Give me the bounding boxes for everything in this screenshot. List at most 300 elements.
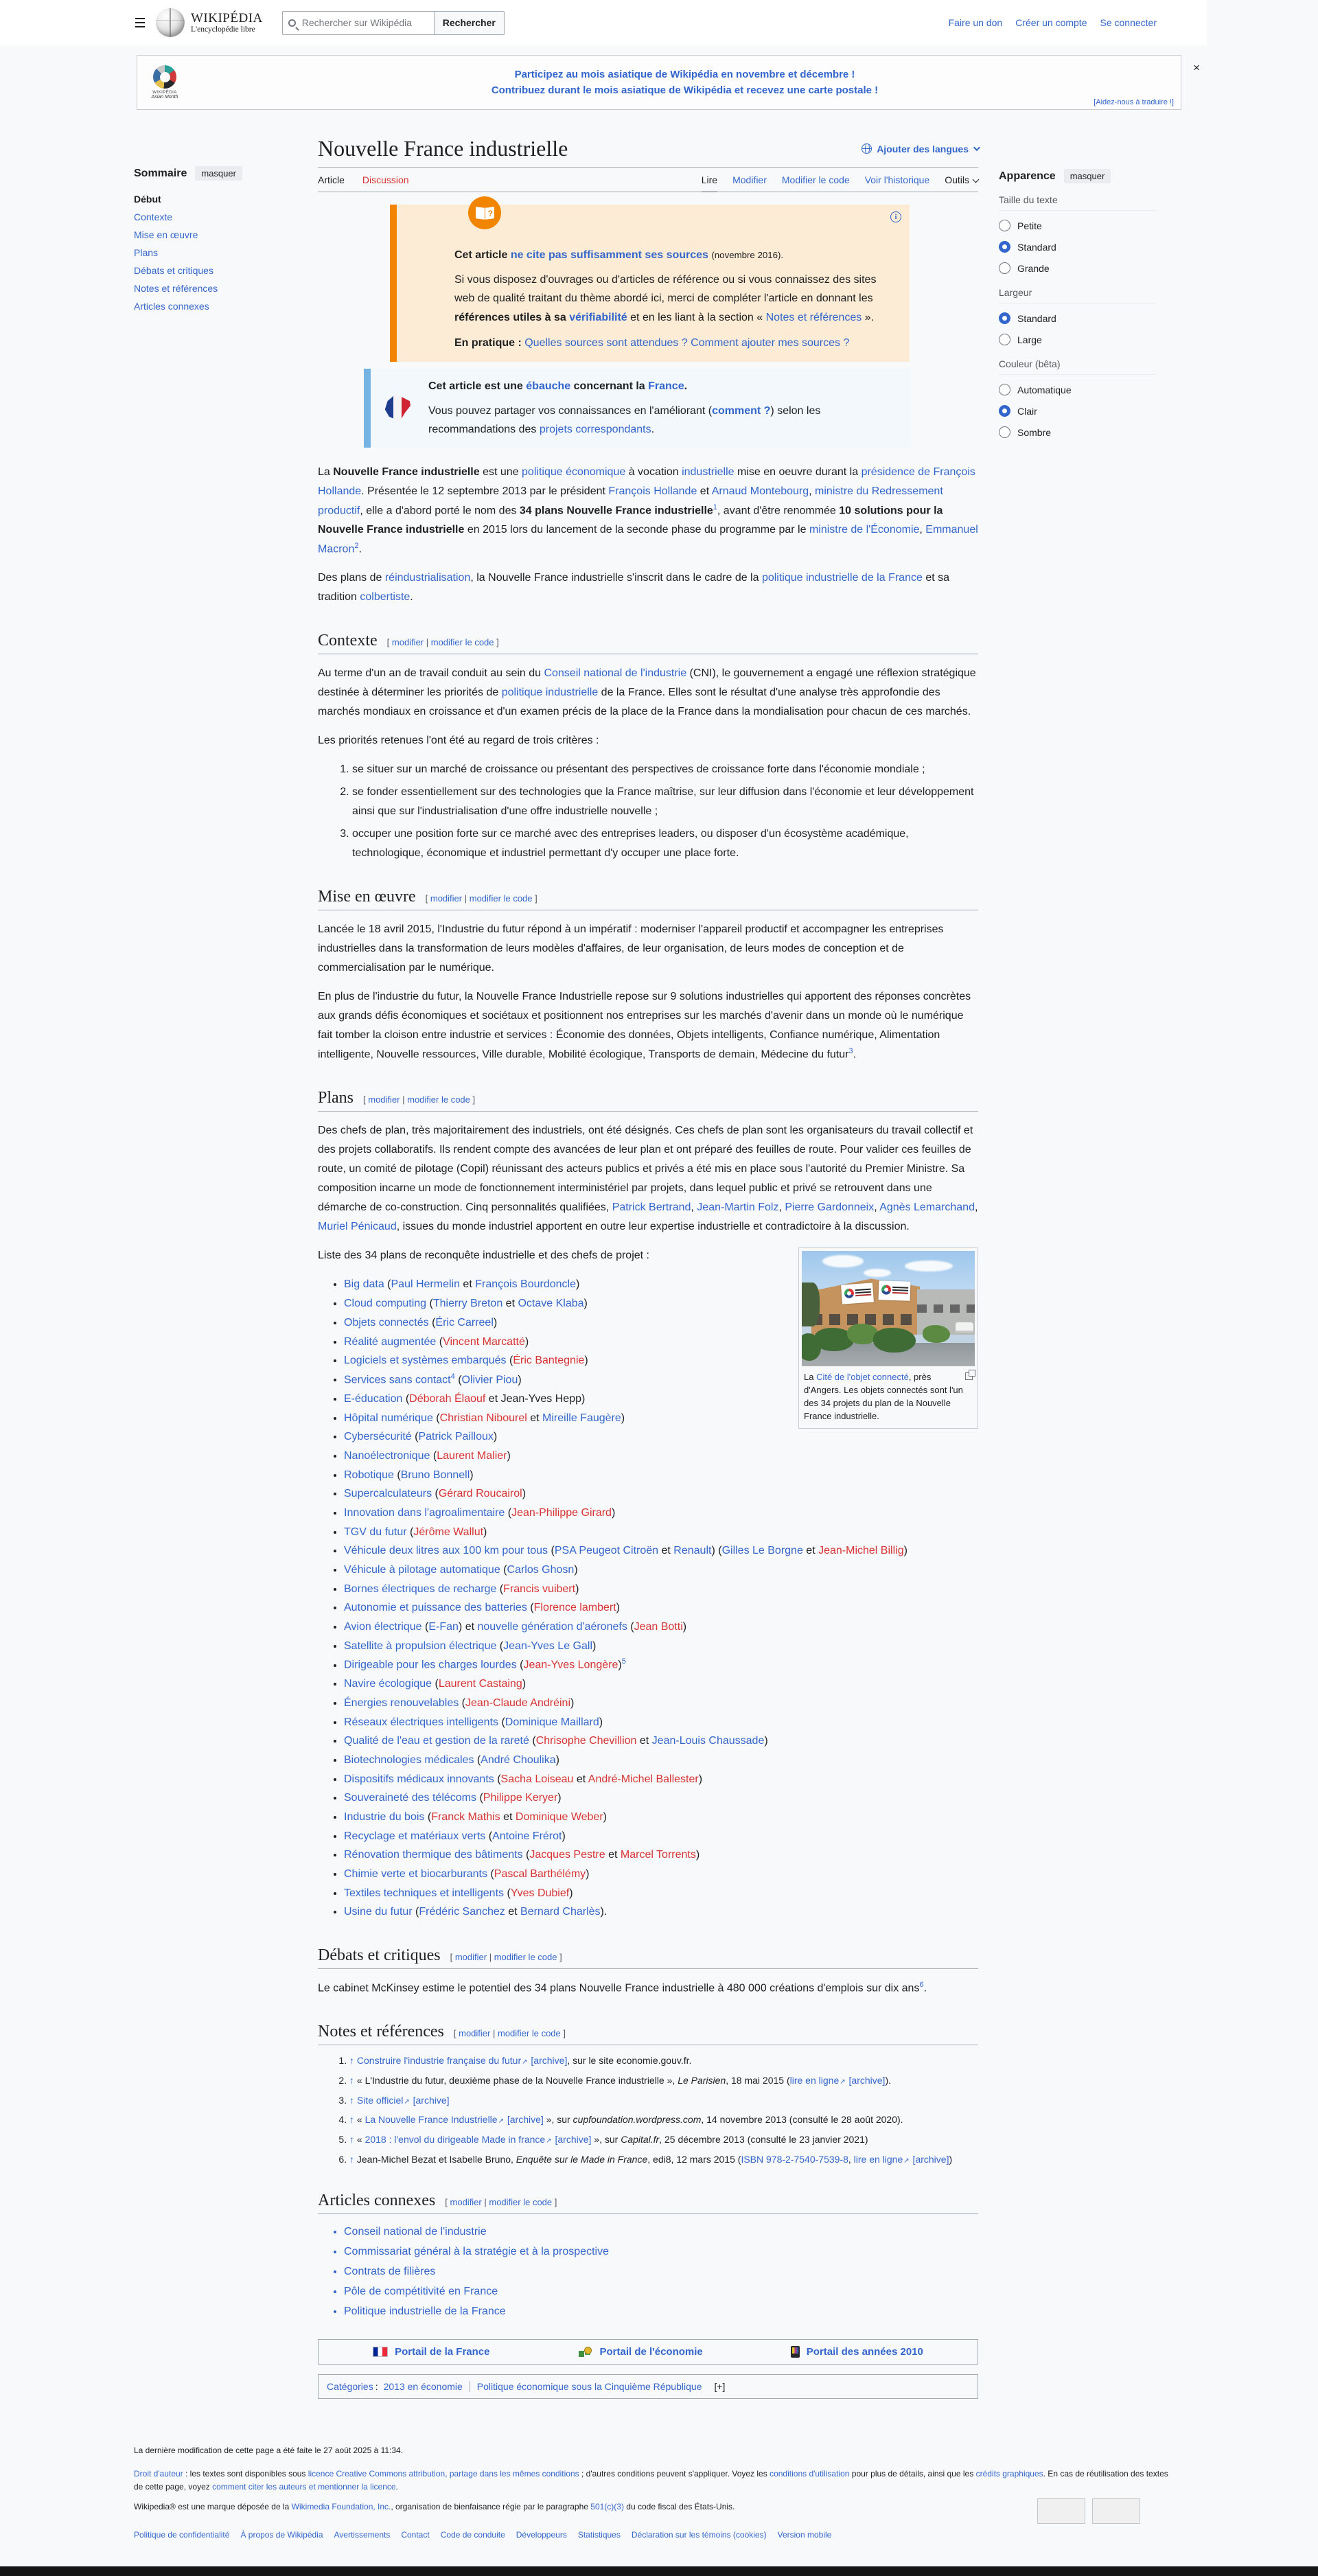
link[interactable]: E-Fan: [428, 1620, 459, 1633]
link[interactable]: lire en ligne: [853, 2153, 903, 2165]
external-link-icon: ↗: [404, 2097, 410, 2106]
text: ) (: [711, 1545, 722, 1557]
edit-section-links[interactable]: [387, 637, 499, 647]
text: », sur: [543, 2114, 573, 2126]
tab[interactable]: Voir l'historique: [864, 174, 930, 185]
related-article-link[interactable]: • Politique industrielle de la France: [344, 2302, 978, 2322]
link[interactable]: politique économique: [522, 465, 626, 478]
economy-icon: [578, 2347, 593, 2357]
plan-item: [344, 1523, 978, 1542]
tab[interactable]: Discussion: [362, 174, 409, 185]
link[interactable]: nouvelle génération d'aéronefs: [477, 1620, 627, 1633]
link[interactable]: ministre du Redressement productif: [318, 485, 943, 516]
link[interactable]: archive: [509, 2114, 541, 2126]
site-header: [0, 0, 1318, 45]
link[interactable]: archive: [915, 2153, 947, 2165]
link[interactable]: réindustrialisation: [384, 572, 471, 584]
link[interactable]: Satellite à propulsion électrique: [344, 1640, 497, 1652]
references-list: [318, 2054, 978, 2167]
radio-button[interactable]: [999, 384, 1010, 395]
toc-item[interactable]: Débats et critiques: [134, 265, 213, 276]
expand-icon[interactable]: [965, 1372, 973, 1380]
portal-link[interactable]: [578, 2346, 703, 2358]
link[interactable]: colbertiste: [360, 591, 411, 603]
link[interactable]: Jean Botti: [634, 1620, 683, 1633]
appearance-option[interactable]: [999, 379, 1157, 400]
text: (: [498, 1716, 505, 1728]
cite-objet-connecte-photo[interactable]: [802, 1251, 975, 1366]
wordmark-subtitle: L'encyclopédie libre: [191, 25, 255, 34]
radio-button[interactable]: [999, 241, 1010, 253]
link[interactable]: Bruno Bonnell: [400, 1469, 470, 1481]
link[interactable]: Logiciels et systèmes embarqués: [344, 1355, 507, 1367]
radio-button[interactable]: [999, 312, 1010, 324]
link[interactable]: Renault: [673, 1545, 712, 1557]
link[interactable]: Sacha Loiseau: [500, 1773, 574, 1785]
link[interactable]: modifier le code: [430, 637, 494, 648]
link[interactable]: archive: [533, 2055, 565, 2067]
link[interactable]: modifier le code: [469, 893, 533, 904]
text: .: [358, 543, 362, 555]
link[interactable]: ]: [946, 2153, 949, 2165]
link[interactable]: Gérard Roucairol: [438, 1488, 522, 1500]
link[interactable]: Yves Dubief: [510, 1887, 570, 1899]
radio-button[interactable]: [999, 426, 1010, 438]
edit-section-links[interactable]: [454, 2028, 566, 2038]
link[interactable]: présidence de François Hollande: [318, 465, 975, 497]
link[interactable]: projets correspondants: [539, 424, 651, 436]
text: (: [627, 1620, 634, 1633]
link[interactable]: Énergies renouvelables: [344, 1697, 459, 1709]
link[interactable]: modifier: [368, 1094, 400, 1105]
link[interactable]: Navire écologique: [344, 1678, 432, 1690]
portal-link[interactable]: [373, 2346, 489, 2358]
link[interactable]: Objets connectés: [344, 1316, 429, 1329]
appearance-option[interactable]: [999, 400, 1157, 422]
link[interactable]: licence Creative Commons attribution, partage dans les mêmes conditions: [308, 2468, 579, 2479]
footer-link[interactable]: Politique de confidentialité: [134, 2530, 230, 2540]
text: .: [853, 1048, 857, 1061]
appearance-option[interactable]: [999, 215, 1157, 236]
link[interactable]: Dominique Weber: [515, 1810, 603, 1823]
link[interactable]: ↑: [349, 2153, 357, 2165]
appearance-option[interactable]: [999, 257, 1157, 279]
link[interactable]: Éric Bantegnie: [513, 1355, 585, 1367]
section-heading-contexte: Contexte [ modifier | modifier le code ]: [318, 632, 978, 654]
banner-translate-link[interactable]: [Aidez-nous à traduire !]: [1094, 98, 1174, 106]
link[interactable]: Olivier Piou: [461, 1374, 518, 1386]
footer-link[interactable]: Code de conduite: [440, 2530, 505, 2540]
text: Si vous disposez d'ouvrages ou d'articles de référence ou si vous connaissez des sites web de qualité traitant du thème abordé ici, merci de compléter l'article en donnant les: [454, 274, 877, 305]
link[interactable]: André-Michel Ballester: [588, 1773, 699, 1785]
text: ): [483, 1526, 487, 1538]
link[interactable]: Éric Carreel: [435, 1316, 494, 1329]
link[interactable]: ne cite pas suffisamment ses sources: [510, 249, 708, 261]
add-languages-button[interactable]: Ajouter des langues: [862, 143, 978, 154]
link[interactable]: France: [648, 380, 684, 392]
link[interactable]: Jacques Pestre: [529, 1849, 605, 1861]
link[interactable]: Patrick Bertrand: [612, 1201, 691, 1214]
wikipedia-wordmark[interactable]: [191, 12, 263, 34]
link[interactable]: TGV du futur: [344, 1526, 407, 1538]
text: ,: [691, 1201, 697, 1214]
link[interactable]: ]: [446, 2094, 450, 2106]
info-icon[interactable]: i: [890, 211, 901, 222]
link[interactable]: Agnès Lemarchand: [879, 1201, 975, 1214]
search-box[interactable]: [282, 11, 435, 35]
link[interactable]: Conseil national de l'industrie: [544, 667, 687, 680]
link[interactable]: 501(c)(3): [590, 2501, 624, 2511]
link[interactable]: archive: [557, 2134, 589, 2146]
link[interactable]: Droit d'auteur: [134, 2468, 183, 2479]
plan-item: [344, 1845, 978, 1865]
related-article-link[interactable]: • Pôle de compétitivité en France: [344, 2282, 978, 2302]
link[interactable]: Jean-Claude Andréini: [465, 1697, 570, 1709]
text: Capital.fr: [621, 2134, 660, 2146]
categories-label[interactable]: Catégories: [327, 2381, 373, 2393]
link[interactable]: Réseaux électriques intelligents: [344, 1716, 499, 1728]
link[interactable]: ]: [564, 2055, 568, 2067]
link[interactable]: ↑: [349, 2055, 357, 2067]
text: ): [518, 1374, 522, 1386]
link[interactable]: Souveraineté des télécoms: [344, 1792, 476, 1804]
appearance-option[interactable]: [999, 422, 1157, 443]
edit-section-links[interactable]: [363, 1094, 475, 1105]
link[interactable]: modifier: [391, 637, 424, 648]
text: ): [557, 1792, 562, 1804]
link[interactable]: Christian Nibourel: [439, 1412, 527, 1424]
plan-item: [344, 1675, 978, 1694]
link[interactable]: modifier le code: [407, 1094, 470, 1105]
link[interactable]: [: [846, 2075, 852, 2086]
link[interactable]: Hôpital numérique: [344, 1412, 433, 1424]
link[interactable]: Services sans contact: [344, 1374, 451, 1386]
link[interactable]: Francis vuibert: [503, 1583, 576, 1595]
link[interactable]: Cité de l'objet connecté: [816, 1372, 909, 1383]
link[interactable]: Franck Mathis: [431, 1810, 500, 1823]
link[interactable]: [: [504, 2114, 510, 2126]
link[interactable]: Supercalculateurs: [344, 1488, 432, 1500]
decade-icon: [791, 2346, 800, 2358]
text: Au terme d'un an de travail conduit au sein du: [318, 667, 544, 680]
link[interactable]: Jean-Philippe Girard: [511, 1506, 612, 1519]
portal-label: Portail des années 2010: [806, 2346, 923, 2358]
tab[interactable]: Article: [318, 174, 345, 185]
search-input[interactable]: [301, 16, 428, 29]
text: (: [496, 1640, 504, 1652]
toc-item[interactable]: Début: [134, 194, 161, 205]
text: ,: [919, 523, 926, 536]
link[interactable]: Big data: [344, 1278, 384, 1291]
category-link[interactable]: 2013 en économie: [383, 2381, 463, 2393]
link[interactable]: Quelles sources sont attendues ?: [524, 336, 688, 349]
toc-item[interactable]: Articles connexes: [134, 301, 209, 312]
link[interactable]: archive: [415, 2094, 447, 2106]
link[interactable]: Vincent Marcatté: [443, 1335, 525, 1348]
link[interactable]: 2: [354, 541, 359, 550]
link[interactable]: [: [528, 2055, 534, 2067]
link[interactable]: Autonomie et puissance des batteries: [344, 1602, 527, 1614]
france-flag-icon: [373, 2347, 388, 2357]
link[interactable]: François Hollande: [608, 485, 697, 497]
link[interactable]: Réalité augmentée: [344, 1335, 437, 1348]
link[interactable]: Dirigeable pour les charges lourdes: [344, 1659, 517, 1671]
link[interactable]: [: [910, 2153, 916, 2165]
link[interactable]: La Nouvelle France Industrielle: [365, 2114, 498, 2126]
link[interactable]: politique industrielle de la France: [761, 572, 923, 584]
footer-link[interactable]: Avertissements: [334, 2530, 391, 2540]
link[interactable]: Wikimedia Foundation, Inc.: [291, 2501, 391, 2511]
text: , edi8, 12 mars 2015 (: [647, 2153, 741, 2165]
radio-button[interactable]: [999, 220, 1010, 231]
link[interactable]: Site officiel: [356, 2094, 404, 2106]
link[interactable]: E-éducation: [344, 1392, 403, 1405]
appearance-hide-button[interactable]: masquer: [1064, 169, 1111, 183]
link[interactable]: Industrie du bois: [344, 1810, 425, 1823]
text: ).: [600, 1906, 608, 1918]
banner-line-1[interactable]: Participez au mois asiatique de Wikipédia en novembre et décembre !: [514, 68, 855, 80]
text: et: [573, 1773, 588, 1785]
link[interactable]: Bornes électriques de recharge: [344, 1583, 497, 1595]
wikipedia-logo-icon[interactable]: [156, 8, 185, 37]
asian-month-logo-icon: [148, 65, 182, 100]
link[interactable]: modifier: [450, 2197, 482, 2208]
link[interactable]: Frédéric Sanchez: [419, 1906, 505, 1918]
search-bar: [282, 11, 505, 35]
portal-link[interactable]: [791, 2346, 923, 2358]
hamburger-menu-icon[interactable]: [134, 15, 146, 30]
link[interactable]: Jean-Louis Chaussade: [651, 1735, 765, 1747]
toc-hide-button[interactable]: masquer: [195, 166, 242, 181]
plan-item: [344, 1484, 978, 1504]
link[interactable]: Patrick Pailloux: [418, 1431, 494, 1443]
footer-link[interactable]: Développeurs: [516, 2530, 567, 2540]
link[interactable]: ISBN 978-2-7540-7539-8: [741, 2153, 848, 2165]
plan-item: [344, 1466, 978, 1485]
link[interactable]: ↑: [349, 2094, 357, 2106]
link[interactable]: PSA Peugeot Citroën: [554, 1545, 659, 1557]
footer-link[interactable]: À propos de Wikipédia: [240, 2530, 323, 2540]
toc-title: Sommaire: [134, 167, 187, 179]
tab[interactable]: Modifier le code: [781, 174, 850, 185]
edit-section-links[interactable]: [445, 2197, 557, 2207]
text: ): [616, 1602, 620, 1614]
link[interactable]: Recyclage et matériaux verts: [344, 1830, 486, 1842]
edit-section-links[interactable]: [426, 893, 537, 904]
related-article-link[interactable]: • Conseil national de l'industrie: [344, 2222, 978, 2242]
text: », sur: [591, 2134, 621, 2146]
link[interactable]: Pierre Gardonneix: [785, 1201, 875, 1214]
header-link[interactable]: Se connecter: [1100, 17, 1157, 28]
link[interactable]: Octave Klaba: [518, 1298, 584, 1310]
related-article-link[interactable]: • Commissariat général à la stratégie et à la prospective: [344, 2242, 978, 2262]
appearance-option[interactable]: [999, 308, 1157, 329]
link[interactable]: industrielle: [682, 465, 735, 478]
text: . Présentée le 12 septembre 2013 par le président: [361, 485, 609, 497]
appearance-option[interactable]: [999, 236, 1157, 257]
link[interactable]: Qualité de l'eau et gestion de la rareté: [344, 1735, 529, 1747]
footer-link[interactable]: Déclaration sur les témoins (cookies): [631, 2530, 767, 2540]
link[interactable]: comment ?: [712, 405, 771, 417]
link[interactable]: 4: [450, 1372, 455, 1381]
link[interactable]: ]: [588, 2134, 592, 2146]
link[interactable]: Carlos Ghosn: [507, 1563, 575, 1576]
text: , 25 décembre 2013 (consulté le 23 janvier 2021): [659, 2134, 868, 2146]
text: 10 solutions pour la Nouvelle France industrielle: [318, 504, 943, 536]
link[interactable]: ministre de l'Économie: [809, 523, 920, 536]
close-icon[interactable]: ×: [1193, 61, 1200, 74]
search-button[interactable]: Rechercher: [434, 11, 505, 35]
link[interactable]: Paul Hermelin: [391, 1278, 460, 1291]
footer-link[interactable]: Statistiques: [577, 2530, 621, 2540]
link[interactable]: Robotique: [344, 1469, 394, 1481]
text: ): [698, 1773, 703, 1785]
toc-item[interactable]: Plans: [134, 247, 159, 258]
wikimedia-foundation-badge[interactable]: [1037, 2498, 1085, 2524]
link[interactable]: Pascal Barthélémy: [494, 1867, 586, 1880]
link[interactable]: modifier: [430, 893, 463, 904]
tab[interactable]: Modifier: [732, 174, 767, 185]
link[interactable]: ]: [540, 2114, 544, 2126]
link[interactable]: Mireille Faugère: [542, 1412, 621, 1424]
link[interactable]: modifier le code: [497, 2028, 561, 2039]
link[interactable]: Construire l'industrie française du futur: [356, 2055, 522, 2067]
link[interactable]: conditions d'utilisation: [770, 2468, 850, 2479]
link[interactable]: ébauche: [526, 380, 571, 392]
contexte-paragraph-2: [318, 731, 978, 750]
criteria-item: 2. se fonder essentiellement sur des technologies que la France maîtrise, sur leur diffusion dans l'économie et leur développement ainsi que sur l'industrialisation d'une offre industrielle nouvelle ;: [352, 783, 978, 821]
link[interactable]: Nanoélectronique: [344, 1449, 430, 1462]
link[interactable]: ↑: [349, 2134, 357, 2146]
link[interactable]: Thierry Breton: [432, 1298, 503, 1310]
banner-line-2[interactable]: Contribuez durant le mois asiatique de Wikipédia et recevez une carte postale !: [491, 84, 879, 96]
external-link-icon: ↗: [840, 2078, 846, 2086]
link[interactable]: Comment ajouter mes sources ?: [691, 336, 850, 349]
link[interactable]: Chrisophe Chevillion: [535, 1735, 637, 1747]
link[interactable]: Dispositifs médicaux innovants: [344, 1773, 494, 1785]
mediawiki-badge[interactable]: [1092, 2498, 1140, 2524]
plan-item: [344, 1732, 978, 1751]
category-link[interactable]: Politique économique sous la Cinquième République: [470, 2381, 709, 2392]
radio-button[interactable]: [999, 405, 1010, 417]
link[interactable]: André Choulika: [481, 1753, 556, 1766]
header-link[interactable]: Faire un don: [948, 17, 1003, 28]
link[interactable]: Laurent Castaing: [438, 1678, 522, 1690]
link[interactable]: 1: [713, 503, 717, 511]
link[interactable]: Philippe Keryer: [483, 1792, 558, 1804]
text: «: [356, 2114, 365, 2126]
text: (: [428, 1316, 436, 1329]
link[interactable]: Muriel Pénicaud: [318, 1221, 397, 1233]
link[interactable]: 3: [848, 1047, 853, 1056]
link[interactable]: ↑: [349, 2075, 357, 2086]
link[interactable]: Emmanuel Macron: [318, 523, 978, 555]
link[interactable]: lire en ligne: [789, 2075, 840, 2086]
link[interactable]: Florence lambert: [533, 1602, 616, 1614]
link[interactable]: Laurent Malier: [437, 1449, 507, 1462]
toc-item[interactable]: Mise en œuvre: [134, 229, 198, 240]
link[interactable]: Jean-Yves Longère: [523, 1659, 618, 1671]
external-link-icon: ↗: [522, 2058, 528, 2067]
link[interactable]: 2018 : l'envol du dirigeable Made in france: [365, 2134, 546, 2146]
related-article-link[interactable]: • Contrats de filières: [344, 2262, 978, 2282]
link[interactable]: Véhicule à pilotage automatique: [344, 1563, 500, 1576]
link[interactable]: vérifiabilité: [569, 311, 627, 323]
tab[interactable]: Lire: [701, 174, 718, 185]
link[interactable]: Jean-Yves Le Gall: [503, 1640, 592, 1652]
asian-month-banner[interactable]: [137, 55, 1200, 110]
link[interactable]: politique industrielle: [501, 687, 599, 699]
add-category-button[interactable]: [+]: [714, 2381, 726, 2393]
text: ): [569, 1887, 573, 1899]
link[interactable]: 5: [621, 1657, 626, 1666]
link[interactable]: Cloud computing: [344, 1298, 427, 1310]
text: ,: [874, 1201, 880, 1214]
link[interactable]: Gilles Le Borgne: [721, 1545, 803, 1557]
link[interactable]: Chimie verte et biocarburants: [344, 1867, 487, 1880]
link[interactable]: Arnaud Montebourg: [711, 485, 809, 497]
link[interactable]: Jean-Martin Folz: [697, 1201, 779, 1214]
link[interactable]: Marcel Torrents: [620, 1849, 696, 1861]
header-link[interactable]: Créer un compte: [1015, 17, 1087, 28]
link[interactable]: modifier: [454, 1951, 487, 1962]
radio-button[interactable]: [999, 334, 1010, 345]
tab[interactable]: Outils: [945, 174, 978, 185]
link[interactable]: modifier le code: [494, 1951, 557, 1962]
link[interactable]: Innovation dans l'agroalimentaire: [344, 1506, 505, 1519]
link[interactable]: comment citer les auteurs et mentionner la licence: [212, 2481, 396, 2492]
link[interactable]: Avion électrique: [344, 1620, 422, 1633]
link[interactable]: Notes et références: [765, 311, 862, 323]
link[interactable]: Déborah Élaouf: [409, 1392, 486, 1405]
link[interactable]: [: [552, 2134, 558, 2146]
categories-bar: Catégories : 2013 en économie Politique économique sous la Cinquième République [+]: [318, 2374, 978, 2399]
link[interactable]: Biotechnologies médicales: [344, 1753, 474, 1766]
link[interactable]: Rénovation thermique des bâtiments: [344, 1849, 523, 1861]
radio-button[interactable]: [999, 262, 1010, 274]
text: (: [402, 1392, 410, 1405]
link[interactable]: crédits graphiques: [975, 2468, 1043, 2479]
link[interactable]: ]: [882, 2075, 886, 2086]
link[interactable]: Antoine Frérot: [492, 1830, 562, 1842]
link[interactable]: Cybersécurité: [344, 1431, 412, 1443]
toc-item[interactable]: Contexte: [134, 211, 173, 222]
edit-section-links[interactable]: [450, 1952, 562, 1962]
toc-item[interactable]: Notes et références: [134, 283, 218, 294]
link[interactable]: 6: [919, 1980, 924, 1989]
link[interactable]: Jérôme Wallut: [413, 1526, 484, 1538]
link[interactable]: Bernard Charlès: [520, 1906, 601, 1918]
link[interactable]: Véhicule deux litres aux 100 km pour tous: [344, 1545, 548, 1557]
link[interactable]: François Bourdoncle: [475, 1278, 576, 1291]
link[interactable]: ↑: [349, 2114, 357, 2126]
reference-item: [349, 2073, 978, 2089]
link[interactable]: Usine du futur: [344, 1906, 413, 1918]
appearance-option[interactable]: [999, 329, 1157, 350]
link[interactable]: [: [410, 2094, 416, 2106]
link[interactable]: modifier: [459, 2028, 491, 2039]
link[interactable]: modifier le code: [489, 2197, 553, 2208]
reference-item: [349, 2152, 978, 2167]
related-articles-list: [318, 2222, 978, 2321]
link[interactable]: archive: [851, 2075, 883, 2086]
text: (novembre 2016).: [711, 250, 784, 260]
footer-link[interactable]: Contact: [401, 2530, 430, 2540]
link[interactable]: Textiles techniques et intelligents: [344, 1887, 505, 1899]
link[interactable]: Dominique Maillard: [505, 1716, 599, 1728]
footer-link[interactable]: Version mobile: [777, 2530, 832, 2540]
link[interactable]: Jean-Michel Billig: [818, 1545, 904, 1557]
